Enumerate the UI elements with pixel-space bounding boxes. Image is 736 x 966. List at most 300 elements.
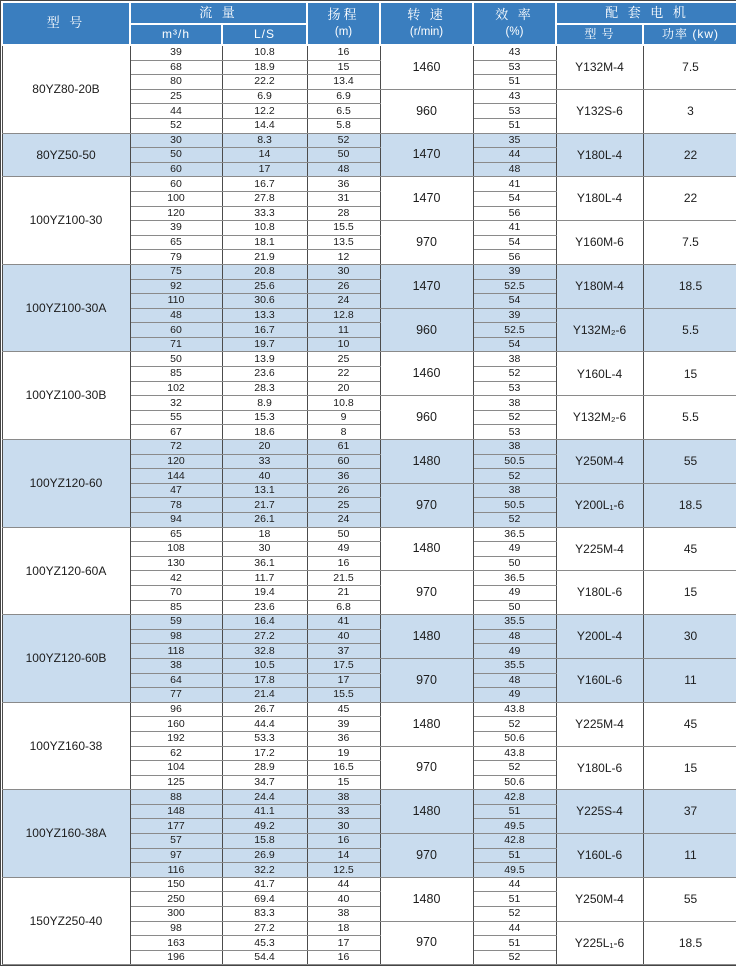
flow-ls-cell: 19.4 [222, 585, 307, 600]
efficiency-cell: 43 [473, 89, 556, 104]
efficiency-cell: 51 [473, 804, 556, 819]
header-speed-unit: (r/min) [409, 26, 444, 39]
head-cell: 8 [307, 425, 380, 440]
flow-ls-cell: 23.6 [222, 600, 307, 615]
flow-m3h-cell: 250 [130, 892, 222, 907]
head-cell: 25 [307, 498, 380, 513]
head-cell: 33 [307, 804, 380, 819]
head-cell: 26 [307, 279, 380, 294]
motor-power-cell: 7.5 [643, 221, 736, 265]
efficiency-cell: 56 [473, 250, 556, 265]
efficiency-cell: 49 [473, 542, 556, 557]
efficiency-cell: 52 [473, 469, 556, 484]
speed-cell: 1460 [380, 45, 473, 89]
motor-power-cell: 55 [643, 440, 736, 484]
efficiency-cell: 44 [473, 148, 556, 163]
efficiency-cell: 53 [473, 60, 556, 75]
motor-power-cell: 5.5 [643, 308, 736, 352]
efficiency-cell: 50.6 [473, 731, 556, 746]
motor-power-cell: 45 [643, 702, 736, 746]
head-cell: 17 [307, 936, 380, 951]
efficiency-cell: 52 [473, 761, 556, 776]
flow-m3h-cell: 77 [130, 688, 222, 703]
flow-ls-cell: 49.2 [222, 819, 307, 834]
flow-ls-cell: 34.7 [222, 775, 307, 790]
flow-m3h-cell: 64 [130, 673, 222, 688]
efficiency-cell: 50.5 [473, 498, 556, 513]
head-cell: 36 [307, 731, 380, 746]
efficiency-cell: 54 [473, 191, 556, 206]
flow-m3h-cell: 25 [130, 89, 222, 104]
head-cell: 44 [307, 877, 380, 892]
speed-cell: 960 [380, 396, 473, 440]
flow-ls-cell: 15.3 [222, 410, 307, 425]
motor-power-cell: 5.5 [643, 396, 736, 440]
flow-m3h-cell: 144 [130, 469, 222, 484]
pump-model-cell: 80YZ50-50 [2, 133, 130, 177]
flow-m3h-cell: 60 [130, 162, 222, 177]
flow-m3h-cell: 192 [130, 731, 222, 746]
head-cell: 36 [307, 469, 380, 484]
efficiency-cell: 49 [473, 688, 556, 703]
pump-model-cell: 80YZ80-20B [2, 45, 130, 133]
flow-m3h-cell: 59 [130, 615, 222, 630]
flow-ls-cell: 13.9 [222, 352, 307, 367]
flow-ls-cell: 6.9 [222, 89, 307, 104]
flow-m3h-cell: 57 [130, 834, 222, 849]
flow-m3h-cell: 78 [130, 498, 222, 513]
efficiency-cell: 52 [473, 410, 556, 425]
flow-ls-cell: 53.3 [222, 731, 307, 746]
efficiency-cell: 38 [473, 483, 556, 498]
motor-model-cell: Y132M₂-6 [556, 308, 643, 352]
efficiency-cell: 51 [473, 936, 556, 951]
motor-power-cell: 18.5 [643, 483, 736, 527]
efficiency-cell: 49.5 [473, 863, 556, 878]
motor-model-cell: Y160L-4 [556, 352, 643, 396]
flow-m3h-cell: 65 [130, 235, 222, 250]
flow-ls-cell: 44.4 [222, 717, 307, 732]
efficiency-cell: 48 [473, 673, 556, 688]
efficiency-cell: 39 [473, 264, 556, 279]
efficiency-cell: 51 [473, 75, 556, 90]
efficiency-cell: 43.8 [473, 746, 556, 761]
head-cell: 10 [307, 337, 380, 352]
efficiency-cell: 54 [473, 337, 556, 352]
motor-model-cell: Y132S-6 [556, 89, 643, 133]
flow-m3h-cell: 48 [130, 308, 222, 323]
efficiency-cell: 50 [473, 600, 556, 615]
flow-m3h-cell: 130 [130, 556, 222, 571]
head-cell: 61 [307, 440, 380, 455]
efficiency-cell: 43.8 [473, 702, 556, 717]
flow-m3h-cell: 55 [130, 410, 222, 425]
efficiency-cell: 48 [473, 629, 556, 644]
header-speed [380, 2, 473, 45]
flow-m3h-cell: 110 [130, 294, 222, 309]
head-cell: 19 [307, 746, 380, 761]
flow-m3h-cell: 52 [130, 118, 222, 133]
flow-ls-cell: 8.9 [222, 396, 307, 411]
head-cell: 16 [307, 834, 380, 849]
flow-m3h-cell: 60 [130, 323, 222, 338]
motor-model-cell: Y180L-4 [556, 133, 643, 177]
head-cell: 15.5 [307, 688, 380, 703]
flow-m3h-cell: 88 [130, 790, 222, 805]
flow-ls-cell: 16.7 [222, 323, 307, 338]
flow-ls-cell: 16.7 [222, 177, 307, 192]
head-cell: 21 [307, 585, 380, 600]
flow-m3h-cell: 118 [130, 644, 222, 659]
head-cell: 6.5 [307, 104, 380, 119]
efficiency-cell: 52 [473, 717, 556, 732]
flow-m3h-cell: 300 [130, 907, 222, 922]
table-body [2, 45, 736, 965]
flow-ls-cell: 83.3 [222, 907, 307, 922]
motor-power-cell: 22 [643, 133, 736, 177]
efficiency-cell: 50 [473, 556, 556, 571]
flow-m3h-cell: 160 [130, 717, 222, 732]
efficiency-cell: 51 [473, 892, 556, 907]
motor-model-cell: Y200L-4 [556, 615, 643, 659]
flow-ls-cell: 21.7 [222, 498, 307, 513]
header-model: 型 号 [2, 2, 130, 45]
flow-ls-cell: 8.3 [222, 133, 307, 148]
flow-m3h-cell: 32 [130, 396, 222, 411]
speed-cell: 960 [380, 89, 473, 133]
efficiency-cell: 51 [473, 848, 556, 863]
header-efficiency-unit: (%) [505, 26, 524, 39]
efficiency-cell: 53 [473, 381, 556, 396]
head-cell: 36 [307, 177, 380, 192]
motor-model-cell: Y132M₂-6 [556, 396, 643, 440]
speed-cell: 1480 [380, 527, 473, 571]
efficiency-cell: 36.5 [473, 527, 556, 542]
flow-ls-cell: 26.7 [222, 702, 307, 717]
flow-ls-cell: 13.3 [222, 308, 307, 323]
flow-ls-cell: 17.2 [222, 746, 307, 761]
flow-m3h-cell: 62 [130, 746, 222, 761]
flow-ls-cell: 26.9 [222, 848, 307, 863]
head-cell: 41 [307, 615, 380, 630]
flow-m3h-cell: 100 [130, 191, 222, 206]
flow-ls-cell: 41.1 [222, 804, 307, 819]
efficiency-cell: 44 [473, 877, 556, 892]
efficiency-cell: 42.8 [473, 834, 556, 849]
header-motor-model: 型 号 [556, 24, 643, 45]
head-cell: 48 [307, 162, 380, 177]
flow-ls-cell: 28.3 [222, 381, 307, 396]
flow-ls-cell: 18.6 [222, 425, 307, 440]
flow-m3h-cell: 104 [130, 761, 222, 776]
head-cell: 49 [307, 542, 380, 557]
header-efficiency [473, 2, 556, 45]
speed-cell: 970 [380, 834, 473, 878]
speed-cell: 970 [380, 658, 473, 702]
efficiency-cell: 41 [473, 177, 556, 192]
flow-ls-cell: 30.6 [222, 294, 307, 309]
flow-ls-cell: 16.4 [222, 615, 307, 630]
flow-m3h-cell: 68 [130, 60, 222, 75]
flow-m3h-cell: 96 [130, 702, 222, 717]
motor-model-cell: Y225M-4 [556, 702, 643, 746]
motor-power-cell: 18.5 [643, 264, 736, 308]
head-cell: 17 [307, 673, 380, 688]
flow-ls-cell: 69.4 [222, 892, 307, 907]
flow-ls-cell: 12.2 [222, 104, 307, 119]
flow-m3h-cell: 67 [130, 425, 222, 440]
header-speed-label: 转 速 [407, 7, 446, 23]
efficiency-cell: 35.5 [473, 615, 556, 630]
head-cell: 15 [307, 775, 380, 790]
efficiency-cell: 38 [473, 396, 556, 411]
head-cell: 15.5 [307, 221, 380, 236]
head-cell: 39 [307, 717, 380, 732]
efficiency-cell: 52.5 [473, 323, 556, 338]
pump-model-cell: 100YZ100-30B [2, 352, 130, 440]
efficiency-cell: 38 [473, 440, 556, 455]
head-cell: 50 [307, 527, 380, 542]
head-cell: 25 [307, 352, 380, 367]
flow-ls-cell: 18.9 [222, 60, 307, 75]
motor-power-cell: 15 [643, 746, 736, 790]
speed-cell: 970 [380, 746, 473, 790]
head-cell: 20 [307, 381, 380, 396]
flow-ls-cell: 17 [222, 162, 307, 177]
flow-ls-cell: 54.4 [222, 950, 307, 965]
flow-ls-cell: 14.4 [222, 118, 307, 133]
flow-ls-cell: 20 [222, 440, 307, 455]
motor-power-cell: 15 [643, 352, 736, 396]
head-cell: 6.8 [307, 600, 380, 615]
motor-model-cell: Y250M-4 [556, 440, 643, 484]
head-cell: 13.4 [307, 75, 380, 90]
motor-power-cell: 22 [643, 177, 736, 221]
flow-m3h-cell: 65 [130, 527, 222, 542]
flow-ls-cell: 25.6 [222, 279, 307, 294]
flow-m3h-cell: 85 [130, 600, 222, 615]
efficiency-cell: 52 [473, 513, 556, 528]
pump-model-cell: 100YZ160-38 [2, 702, 130, 790]
flow-m3h-cell: 116 [130, 863, 222, 878]
pump-spec-table [1, 1, 736, 965]
flow-m3h-cell: 39 [130, 221, 222, 236]
flow-m3h-cell: 108 [130, 542, 222, 557]
flow-ls-cell: 17.8 [222, 673, 307, 688]
flow-ls-cell: 36.1 [222, 556, 307, 571]
head-cell: 60 [307, 454, 380, 469]
head-cell: 11 [307, 323, 380, 338]
efficiency-cell: 56 [473, 206, 556, 221]
motor-power-cell: 37 [643, 790, 736, 834]
head-cell: 31 [307, 191, 380, 206]
flow-m3h-cell: 150 [130, 877, 222, 892]
flow-m3h-cell: 50 [130, 148, 222, 163]
flow-ls-cell: 28.9 [222, 761, 307, 776]
head-cell: 24 [307, 513, 380, 528]
efficiency-cell: 52 [473, 950, 556, 965]
flow-ls-cell: 19.7 [222, 337, 307, 352]
flow-m3h-cell: 47 [130, 483, 222, 498]
flow-m3h-cell: 125 [130, 775, 222, 790]
head-cell: 21.5 [307, 571, 380, 586]
flow-m3h-cell: 72 [130, 440, 222, 455]
motor-power-cell: 7.5 [643, 45, 736, 89]
speed-cell: 1480 [380, 615, 473, 659]
speed-cell: 1470 [380, 264, 473, 308]
motor-model-cell: Y225S-4 [556, 790, 643, 834]
flow-m3h-cell: 102 [130, 381, 222, 396]
head-cell: 18 [307, 921, 380, 936]
flow-ls-cell: 27.8 [222, 191, 307, 206]
head-cell: 17.5 [307, 658, 380, 673]
flow-ls-cell: 18 [222, 527, 307, 542]
pump-model-cell: 100YZ120-60 [2, 440, 130, 528]
head-cell: 26 [307, 483, 380, 498]
flow-ls-cell: 33 [222, 454, 307, 469]
efficiency-cell: 52 [473, 367, 556, 382]
flow-m3h-cell: 71 [130, 337, 222, 352]
head-cell: 12.5 [307, 863, 380, 878]
head-cell: 16 [307, 45, 380, 60]
speed-cell: 960 [380, 308, 473, 352]
head-cell: 14 [307, 848, 380, 863]
header-head-label: 扬程 [327, 7, 360, 23]
speed-cell: 970 [380, 921, 473, 965]
flow-m3h-cell: 120 [130, 454, 222, 469]
motor-power-cell: 18.5 [643, 921, 736, 965]
flow-ls-cell: 14 [222, 148, 307, 163]
head-cell: 40 [307, 629, 380, 644]
flow-m3h-cell: 30 [130, 133, 222, 148]
head-cell: 30 [307, 819, 380, 834]
flow-m3h-cell: 98 [130, 921, 222, 936]
pump-model-cell: 100YZ100-30 [2, 177, 130, 265]
motor-power-cell: 45 [643, 527, 736, 571]
flow-ls-cell: 21.4 [222, 688, 307, 703]
head-cell: 13.5 [307, 235, 380, 250]
speed-cell: 1480 [380, 702, 473, 746]
efficiency-cell: 49 [473, 644, 556, 659]
head-cell: 12.8 [307, 308, 380, 323]
flow-m3h-cell: 85 [130, 367, 222, 382]
flow-ls-cell: 40 [222, 469, 307, 484]
efficiency-cell: 49.5 [473, 819, 556, 834]
efficiency-cell: 39 [473, 308, 556, 323]
speed-cell: 1480 [380, 790, 473, 834]
speed-cell: 1470 [380, 133, 473, 177]
efficiency-cell: 36.5 [473, 571, 556, 586]
motor-model-cell: Y180M-4 [556, 264, 643, 308]
pump-model-cell: 150YZ250-40 [2, 877, 130, 965]
efficiency-cell: 51 [473, 118, 556, 133]
motor-model-cell: Y160L-6 [556, 834, 643, 878]
motor-model-cell: Y225L₁-6 [556, 921, 643, 965]
flow-ls-cell: 10.5 [222, 658, 307, 673]
flow-ls-cell: 21.9 [222, 250, 307, 265]
flow-ls-cell: 33.3 [222, 206, 307, 221]
motor-power-cell: 15 [643, 571, 736, 615]
flow-ls-cell: 10.8 [222, 221, 307, 236]
efficiency-cell: 42.8 [473, 790, 556, 805]
efficiency-cell: 50.6 [473, 775, 556, 790]
head-cell: 37 [307, 644, 380, 659]
efficiency-cell: 52 [473, 907, 556, 922]
flow-m3h-cell: 75 [130, 264, 222, 279]
motor-model-cell: Y160M-6 [556, 221, 643, 265]
flow-ls-cell: 18.1 [222, 235, 307, 250]
flow-ls-cell: 23.6 [222, 367, 307, 382]
head-cell: 45 [307, 702, 380, 717]
head-cell: 22 [307, 367, 380, 382]
speed-cell: 1480 [380, 877, 473, 921]
speed-cell: 970 [380, 221, 473, 265]
flow-m3h-cell: 39 [130, 45, 222, 60]
speed-cell: 970 [380, 483, 473, 527]
header-flow: 流 量 [130, 2, 307, 24]
efficiency-cell: 43 [473, 45, 556, 60]
flow-m3h-cell: 196 [130, 950, 222, 965]
efficiency-cell: 35 [473, 133, 556, 148]
head-cell: 15 [307, 60, 380, 75]
motor-power-cell: 11 [643, 834, 736, 878]
flow-m3h-cell: 70 [130, 585, 222, 600]
motor-power-cell: 3 [643, 89, 736, 133]
head-cell: 5.8 [307, 118, 380, 133]
head-cell: 24 [307, 294, 380, 309]
motor-power-cell: 11 [643, 658, 736, 702]
flow-m3h-cell: 79 [130, 250, 222, 265]
flow-ls-cell: 20.8 [222, 264, 307, 279]
efficiency-cell: 53 [473, 425, 556, 440]
head-cell: 50 [307, 148, 380, 163]
motor-model-cell: Y200L₁-6 [556, 483, 643, 527]
pump-model-cell: 100YZ100-30A [2, 264, 130, 352]
flow-ls-cell: 24.4 [222, 790, 307, 805]
motor-model-cell: Y225M-4 [556, 527, 643, 571]
flow-m3h-cell: 98 [130, 629, 222, 644]
head-cell: 38 [307, 790, 380, 805]
efficiency-cell: 38 [473, 352, 556, 367]
speed-cell: 1470 [380, 177, 473, 221]
flow-ls-cell: 15.8 [222, 834, 307, 849]
efficiency-cell: 41 [473, 221, 556, 236]
header-head [307, 2, 380, 45]
flow-ls-cell: 10.8 [222, 45, 307, 60]
motor-model-cell: Y180L-6 [556, 571, 643, 615]
efficiency-cell: 52.5 [473, 279, 556, 294]
flow-ls-cell: 32.2 [222, 863, 307, 878]
flow-m3h-cell: 163 [130, 936, 222, 951]
efficiency-cell: 35.5 [473, 658, 556, 673]
head-cell: 6.9 [307, 89, 380, 104]
head-cell: 38 [307, 907, 380, 922]
header-flow-ls: L/S [222, 24, 307, 45]
flow-m3h-cell: 44 [130, 104, 222, 119]
pump-model-cell: 100YZ160-38A [2, 790, 130, 878]
flow-m3h-cell: 148 [130, 804, 222, 819]
flow-m3h-cell: 92 [130, 279, 222, 294]
speed-cell: 970 [380, 571, 473, 615]
flow-ls-cell: 27.2 [222, 629, 307, 644]
motor-model-cell: Y250M-4 [556, 877, 643, 921]
head-cell: 40 [307, 892, 380, 907]
header-head-unit: (m) [334, 26, 353, 39]
head-cell: 16 [307, 556, 380, 571]
motor-power-cell: 55 [643, 877, 736, 921]
motor-model-cell: Y160L-6 [556, 658, 643, 702]
flow-m3h-cell: 80 [130, 75, 222, 90]
